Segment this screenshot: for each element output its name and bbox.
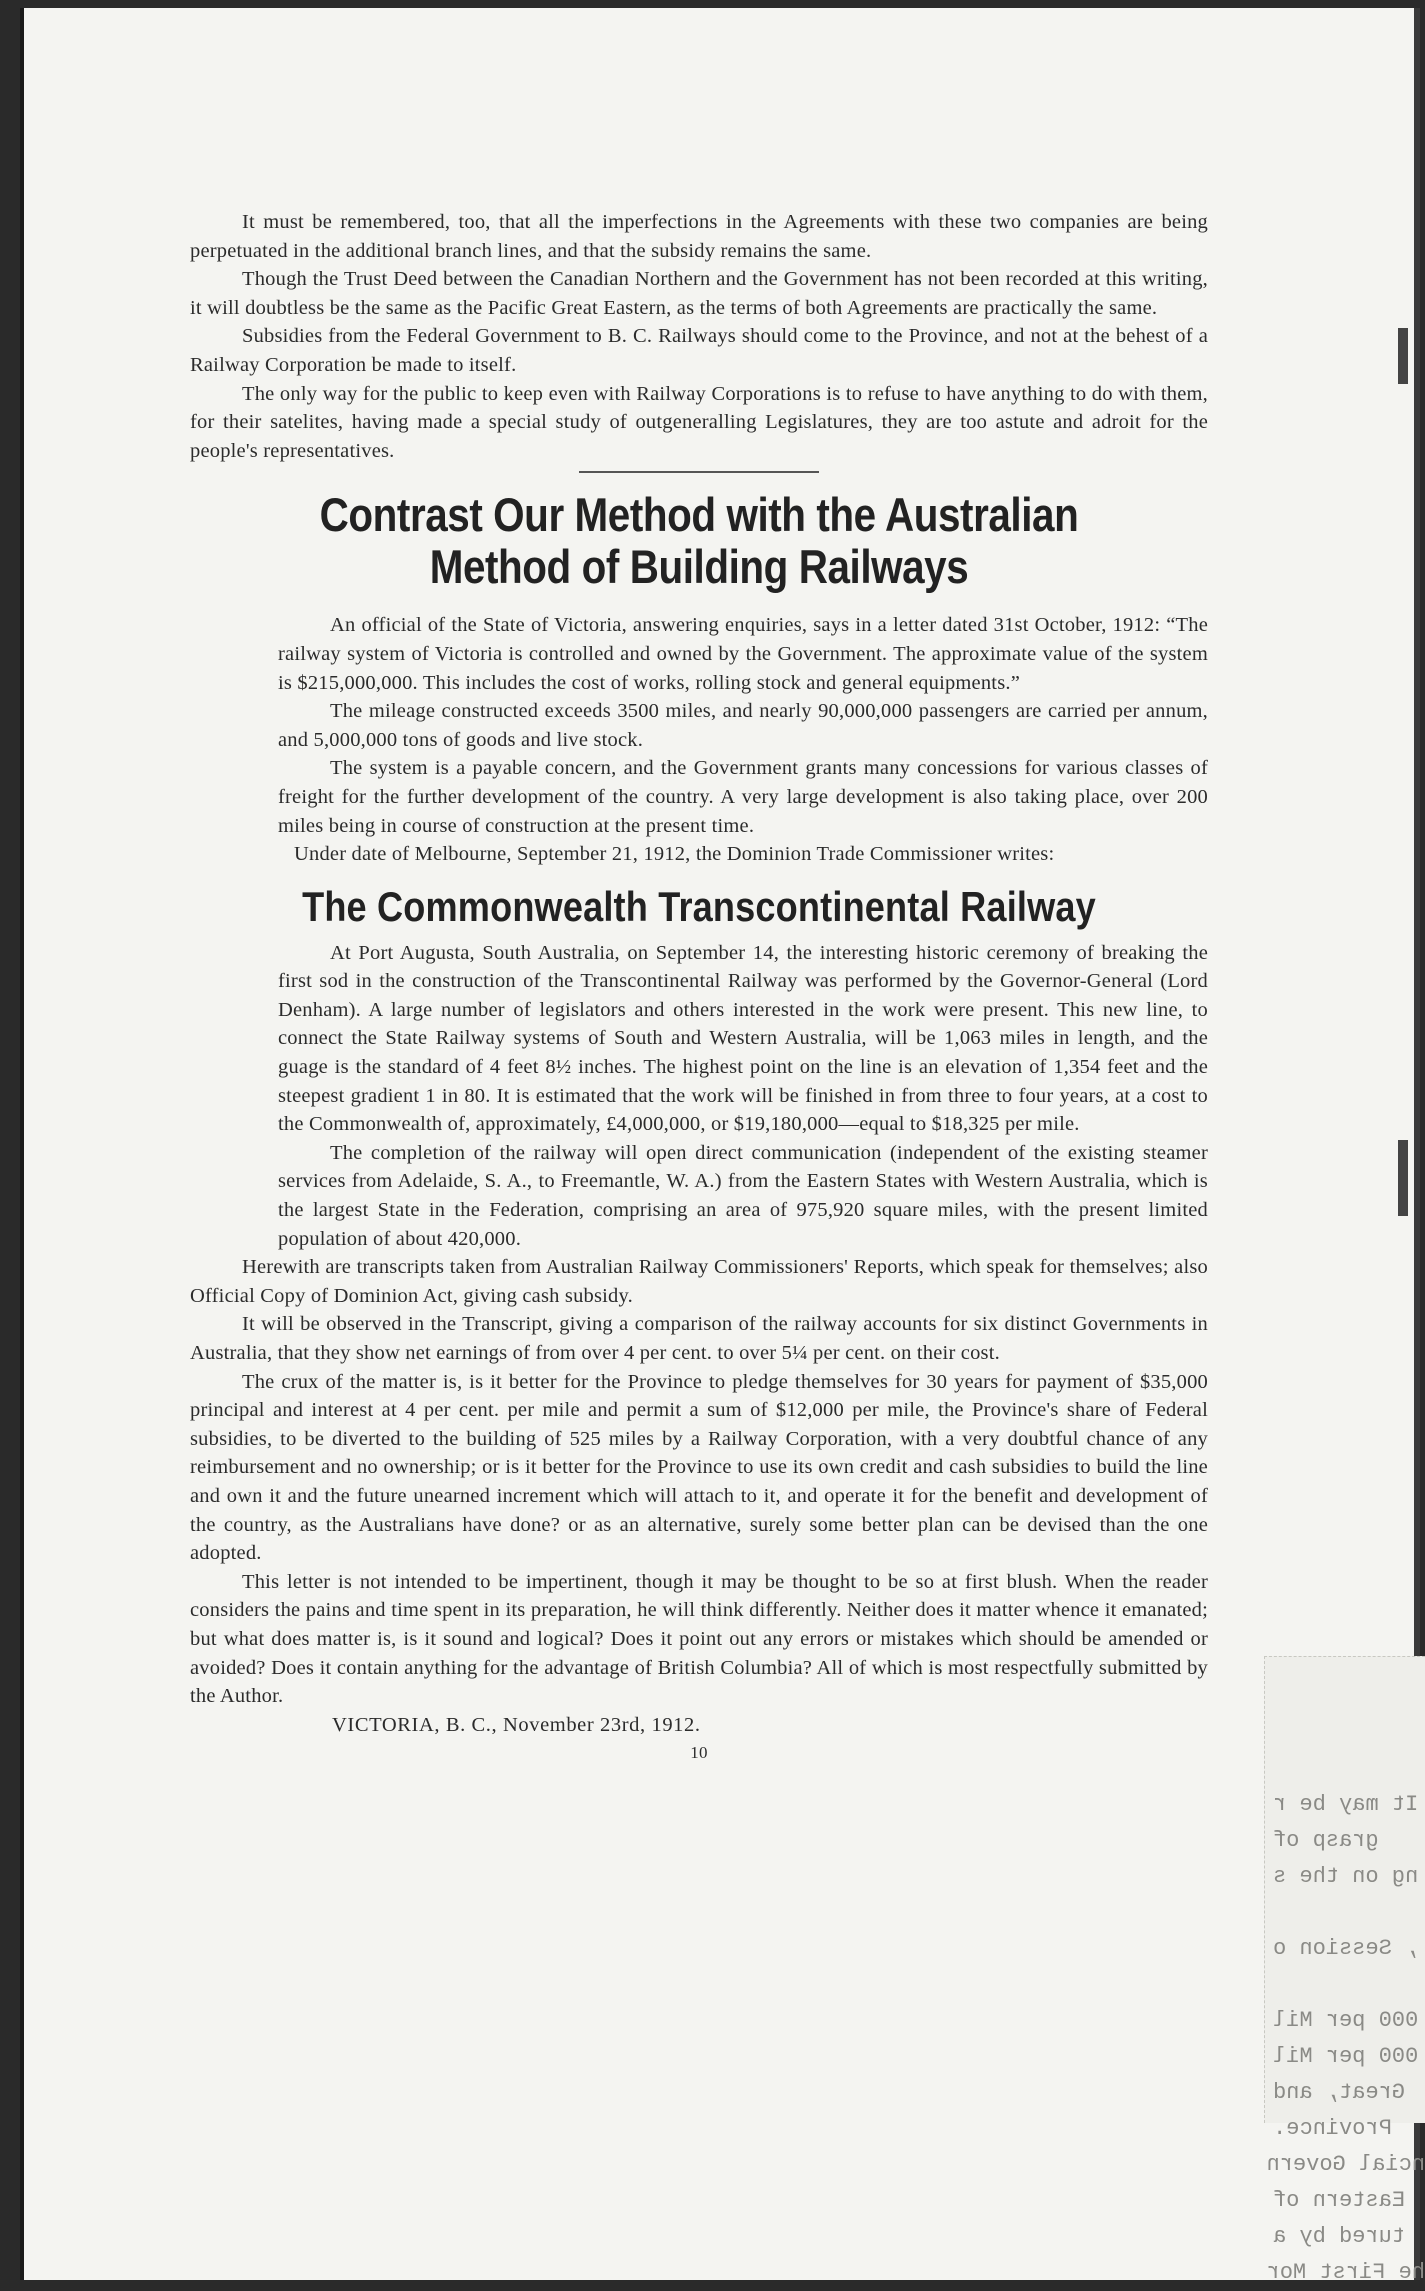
page-number: 10 [690,1743,708,1763]
closing-paragraph: It will be observed in the Transcript, giving a comparison of the railway accounts for six distinct Governments in Australia, that they show net earnings of from over 4 per cent. to over 5¼ per cent. on their cost. [190,1313,1208,1364]
closing-paragraph: The crux of the matter is, is it better for the Province to pledge themselves for 30 years for payment of $35,000 principal and interest at 4 per cent. per mile and permit a sum of $12,000 per mile, the Province's share of Federal subsidies, to be diverted to the building of 525 miles by a Railway Corporation, with a very doubtful chance of any reimbursement and no ownership; or is it better for the Province to use its own credit and cash subsidies to build the line and own it and the future unearned increment which will attach to it, and operate it for the benefit and development of the country, as the Australians have done? or as an alternative, surely some better plan can be devised than the one adopted. [190,1370,1208,1565]
offset-ghost-line: 000 per Mil [1273,2008,1419,2033]
heading-contrast-methods: Contrast Our Method with the Australian Method of Building Railways [319,488,1079,594]
offset-ghost-paper [1264,1656,1425,2285]
victoria-paragraph: An official of the State of Victoria, answering enquiries, says in a letter dated 31st October, 1912: “The railway system of Victoria is controlled and owned by the Government. The approximate value of the system is $215,000,000. This includes the cost of works, rolling stock and general equipments.” [278,614,1208,694]
offset-ghost-line: ng on the s [1273,1864,1419,1889]
offset-ghost-line: he First Mor [1266,2260,1425,2285]
intro-paragraph: It must be remembered, too, that all the imperfections in the Agreements with these two companies are being perpetuated in the additional branch lines, and that the subsidy remains the same. [190,211,1208,262]
binding-mark-middle [1398,1140,1408,1216]
offset-ghost-line: tured by a [1273,2224,1406,2249]
document-body [190,208,1208,1768]
binding-mark-top [1398,328,1408,384]
intro-paragraph: Subsidies from the Federal Government to B. C. Railways should come to the Province, and not at the behest of a Railway Corporation be made to itself. [190,325,1208,376]
offset-ghost-text [1265,1787,1425,2291]
offset-ghost-line [1265,1967,1425,2003]
victoria-paragraph: The mileage constructed exceeds 3500 miles, and nearly 90,000,000 passengers are carried per annum, and 5,000,000 tons of goods and live stock. [278,700,1208,751]
intro-paragraph: The only way for the public to keep even with Railway Corporations is to refuse to have anything to do with them, for their satelites, having made a special study of outgeneralling Legislatures, they are too astute and adroit for the people's representatives. [190,382,1208,462]
offset-ghost-line: Eastern of [1273,2188,1406,2213]
victoria-section [190,611,1208,840]
signature-line: VICTORIA, B. C., November 23rd, 1912. [332,1713,701,1736]
offset-ghost-line: ncial Govern [1266,2152,1425,2177]
offset-ghost-line: grasp of [1273,1828,1379,1853]
commonwealth-paragraph: At Port Augusta, South Australia, on September 14, the interesting historic ceremony of breaking the first sod in the construction of the Transcontinental Railway was performed by the Governor-General (Lord Denham). A large number of legislators and others interested in the work were present. This new line, to connect the State Railway systems of South and Western Australia, will be 1,063 miles in length, and the guage is the standard of 4 feet 8½ inches. The highest point on the line is an elevation of 1,354 feet and the steepest gradient 1 in 80. It is estimated that the work will be finished in from three to four years, at a cost to the Commonwealth of, approximately, £4,000,000, or $19,180,000—equal to $18,325 per mile. [278,941,1208,1136]
offset-ghost-line: It may be r [1273,1792,1419,1817]
victoria-paragraph: The system is a payable concern, and the Government grants many concessions for various classes of freight for the further development of the country. A very large development is also taking place, over 200 miles being in course of construction at the present time. [278,757,1208,837]
commonwealth-paragraph: The completion of the railway will open direct communication (independent of the existing steamer services from Adelaide, S. A., to Freemantle, W. A.) from the Eastern States with Western Australia, which is the largest State in the Federation, comprising an area of 975,920 square miles, with the present limited population of about 420,000. [278,1141,1208,1250]
offset-ghost-line: , Session o [1273,1936,1419,1961]
offset-ghost-line [1265,1895,1425,1931]
closing-paragraph: Herewith are transcripts taken from Australian Railway Commissioners' Reports, which speak for themselves; also Official Copy of Dominion Act, giving cash subsidy. [190,1256,1208,1307]
commonwealth-section [190,939,1208,1254]
closing-paragraph: This letter is not intended to be impertinent, though it may be thought to be so at first blush. When the reader considers the pains and time spent in its preparation, he will think differently. Neither does it matter whence it emanated; but what does matter is, is it sound and logical? Does it point out any errors or mistakes which should be amended or avoided? Does it contain anything for the advantage of British Columbia? All of which is most respectfully submitted by the Author. [190,1570,1208,1708]
offset-ghost-line: 000 per Mil [1273,2044,1419,2069]
melbourne-intro-paragraph: Under date of Melbourne, September 21, 1912, the Dominion Trade Commissioner writes: [294,843,1055,866]
intro-paragraph: Though the Trust Deed between the Canadian Northern and the Government has not been recorded at this writing, it will doubtless be the same as the Pacific Great Eastern, as the terms of both Agreements are practically the same. [190,268,1208,319]
offset-ghost-line: Province. [1273,2116,1392,2141]
offset-ghost-line: Great, and [1273,2080,1406,2105]
heading-commonwealth-railway: The Commonwealth Transcontinental Railway [302,882,1096,930]
section-divider [579,471,819,473]
